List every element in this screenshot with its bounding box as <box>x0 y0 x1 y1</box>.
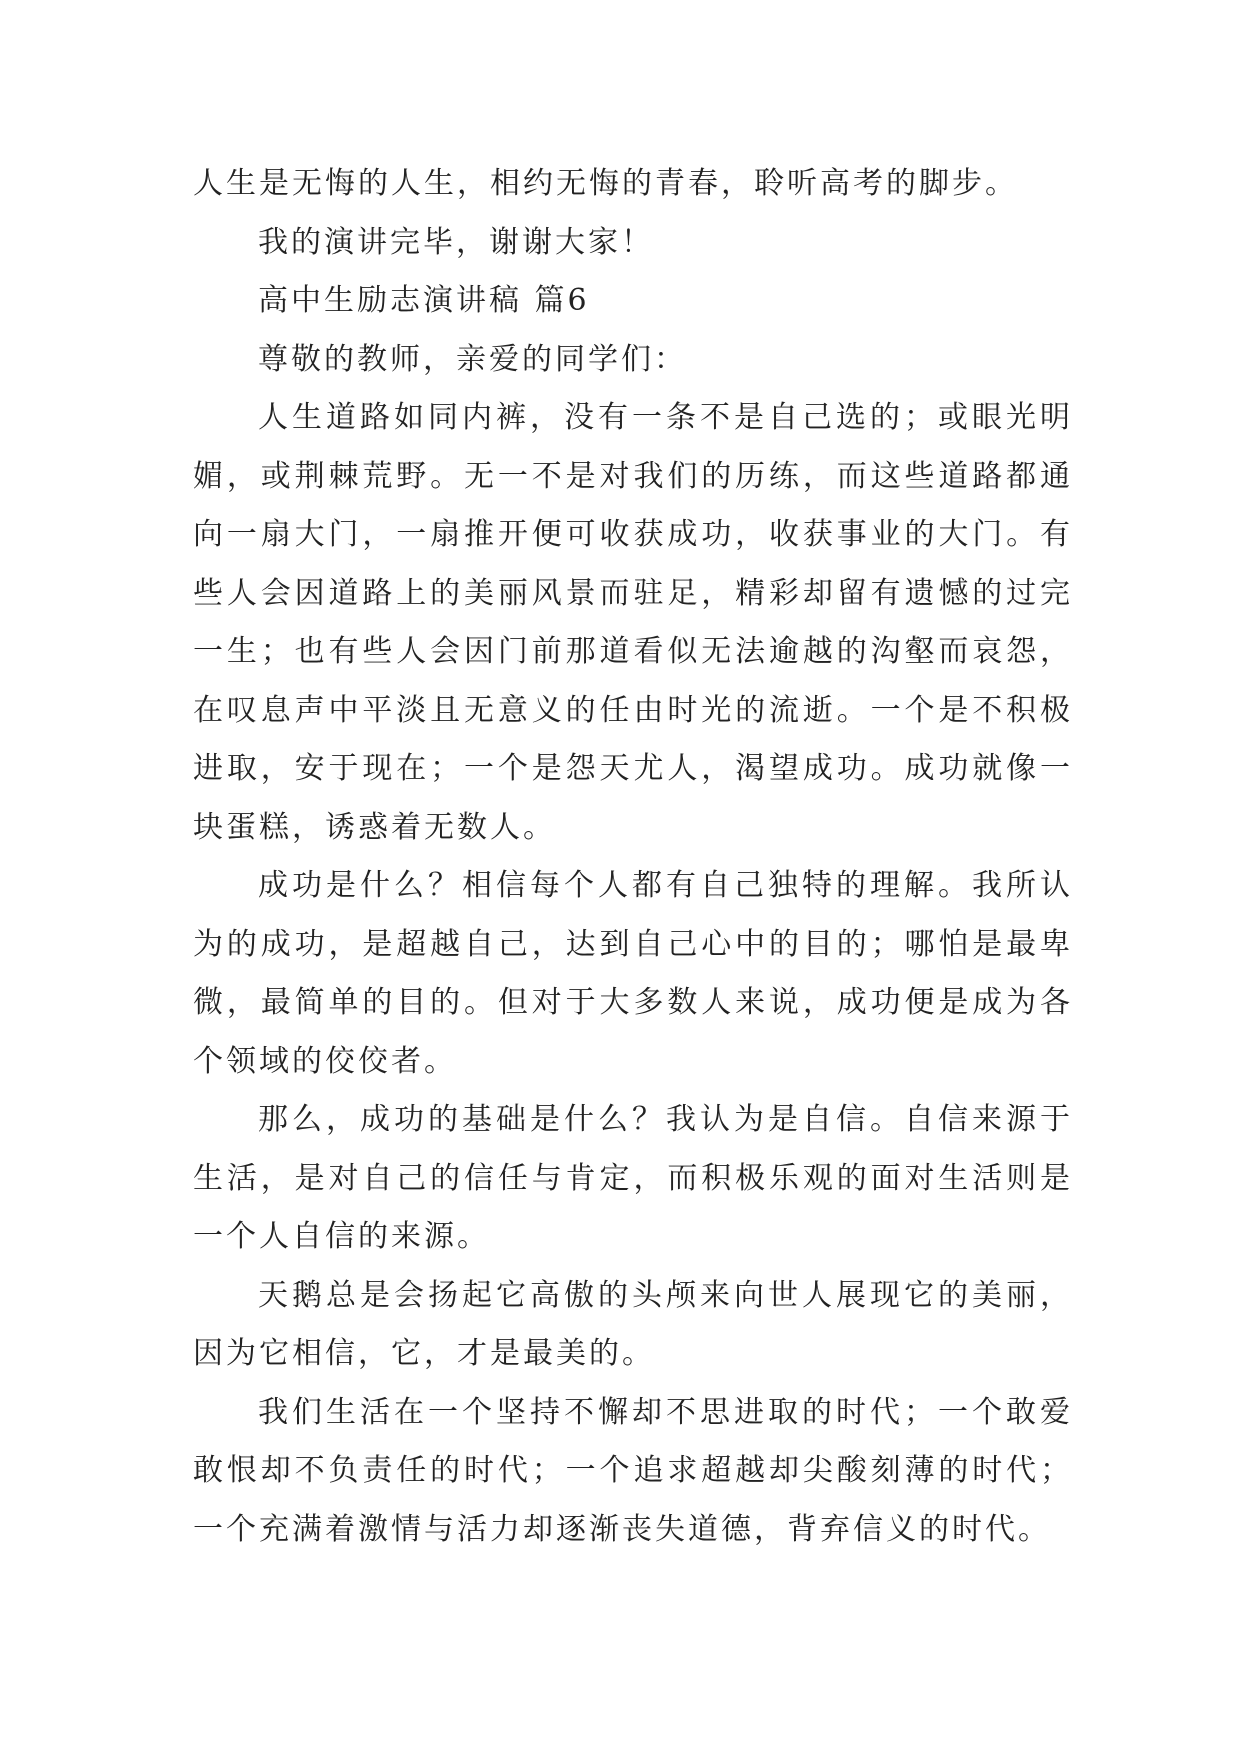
document-body <box>193 155 1073 1559</box>
paragraph-9: 我们生活在一个坚持不懈却不思进取的时代；一个敢爱敢恨却不负责任的时代；一个追求超越却尖酸刻薄的时代；一个充满着激情与活力却逐渐丧失道德，背弃信义的时代。 <box>193 1394 1073 1547</box>
salutation: 尊敬的教师，亲爱的同学们： <box>258 341 687 377</box>
section-heading: 高中生励志演讲稿 篇6 <box>258 283 590 318</box>
paragraph-5: 人生道路如同内裤，没有一条不是自己选的；或眼光明媚，或荆棘荒野。无一不是对我们的历练，而这些道路都通向一扇大门，一扇推开便可收获成功，收获事业的大门。有些人会因道路上的美丽风景而驻足，精彩却留有遗憾的过完一生；也有些人会因门前那道看似无法逾越的沟壑而哀怨，在叹息声中平淡且无意义的任由时光的流逝。一个是不积极进取，安于现在；一个是怨天尤人，渴望成功。成功就像一块蛋糕，诱惑着无数人。 <box>193 400 1073 845</box>
paragraph-7: 那么，成功的基础是什么？我认为是自信。自信来源于生活，是对自己的信任与肯定，而积极乐观的面对生活则是一个人自信的来源。 <box>193 1102 1073 1254</box>
paragraph-2: 我的演讲完毕，谢谢大家！ <box>258 224 654 260</box>
paragraph-6: 成功是什么？相信每个人都有自己独特的理解。我所认为的成功，是超越自己，达到自己心中的目的；哪怕是最卑微，最简单的目的。但对于大多数人来说，成功便是成为各个领域的佼佼者。 <box>193 868 1073 1079</box>
paragraph-1: 人生是无悔的人生，相约无悔的青春，聆听高考的脚步。 <box>193 166 1018 201</box>
paragraph-8: 天鹅总是会扬起它高傲的头颅来向世人展现它的美丽，因为它相信，它，才是最美的。 <box>193 1277 1073 1371</box>
